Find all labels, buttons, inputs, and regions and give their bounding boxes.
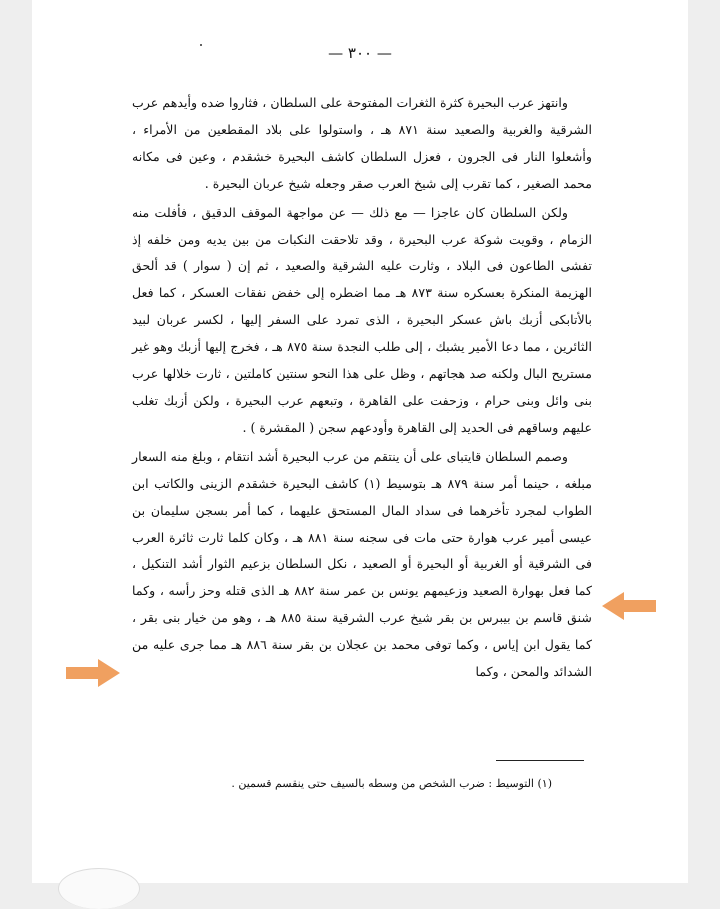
footnote: (١) التوسيط : ضرب الشخص من وسطه بالسيف حتى ينقسم قسمين . [231,777,552,790]
orange-arrow-right-icon [64,655,122,691]
bottom-corner-arc [58,868,140,909]
page-number: — ٣٠٠ — [328,44,392,62]
paragraph-qaitbay-revenge: وصمم السلطان قايتباى على أن ينتقم من عرب البحيرة أشد انتقام ، وبلغ منه السعار مبلغه ، حينما أمر سنة ٨٧٩ هـ بتوسيط (١) كاشف البحيرة خشقدم الزينى والكاتب ابن الطواب لمجرد تأخرهما فى سداد المال المستحق عليهما ، كما أمر بسجن سليمان بن عيسى أمير عرب هوارة حتى مات فى سجنه سنة ٨٨١ هـ ، وكان كلما ثارت ثائرة العرب فى الشرقية أو الغربية أو البحيرة أو الصعيد ، نكل السلطان بزعيم الثوار أشد التنكيل ، كما فعل بهوارة الصعيد وزعيمهم يونس بن عمر سنة ٨٨٢ هـ الذى قتله وحز رأسه ، وكما شنق قاسم بن بيبرس بن بقر شيخ عرب الشرقية سنة ٨٨٥ هـ ، وهو من خيار بنى بقر ، كما يقول ابن إياس ، وكما توفى محمد بن عجلان بن بقر سنة ٨٨٦ هـ مما جرى عليه من الشدائد والمحن ، وكما [132,448,593,680]
footnote-divider [496,760,584,761]
body-text [132,90,592,686]
orange-arrow-left-icon [600,588,658,624]
document-page [32,0,688,883]
paragraph-arab-revolt: وانتهز عرب البحيرة كثرة الثغرات المفتوحة على السلطان ، فثاروا ضده وأيدهم عرب الشرقية والغربية والصعيد سنة ٨٧١ هـ ، واستولوا على بلاد المقطعين من الأمراء ، وأشعلوا النار فى الجرون ، فعزل السلطان كاشف البحيرة خشقدم ، وعين فى مكانه محمد الصغير ، كما تقرب إلى شيخ العرب صقر وجعله شيخ عربان البحيرة . [132,95,592,191]
paragraph-sultan-weakness: ولكن السلطان كان عاجزا — مع ذلك — عن مواجهة الموقف الدقيق ، فأفلت منه الزمام ، وقويت شوكة عرب البحيرة ، وقد تلاحقت النكبات من بين يديه ومن خلفه إذ تفشى الطاعون فى البلاد ، وثارت عليه الشرقية والصعيد ، ثم إن ( سوار ) قد ألحق الهزيمة المنكرة بعسكره سنة ٨٧٣ هـ مما اضطره إلى خفض نفقات العسكر ، كما فعل بالأتابكى أزبك باش عسكر البحيرة ، الذى تمرد على السفر إليها ، لكسر عربان لبيد الثائرين ، مما دعا الأمير يشبك ، إلى طلب النجدة سنة ٨٧٥ هـ ، فخرج إليها أزبك وهو غير مستريح البال ولكنه صد هجاتهم ، وظل على هذا النحو سنتين كاملتين ، ثارت خلالها عرب بنى وائل وبنى حرام ، وزحفت على القاهرة ، وتبعهم عرب البحيرة ، ولكن أزبك تغلب عليهم وساقهم فى الحديد إلى القاهرة وأودعهم سجن ( المقشرة ) . [132,204,593,435]
